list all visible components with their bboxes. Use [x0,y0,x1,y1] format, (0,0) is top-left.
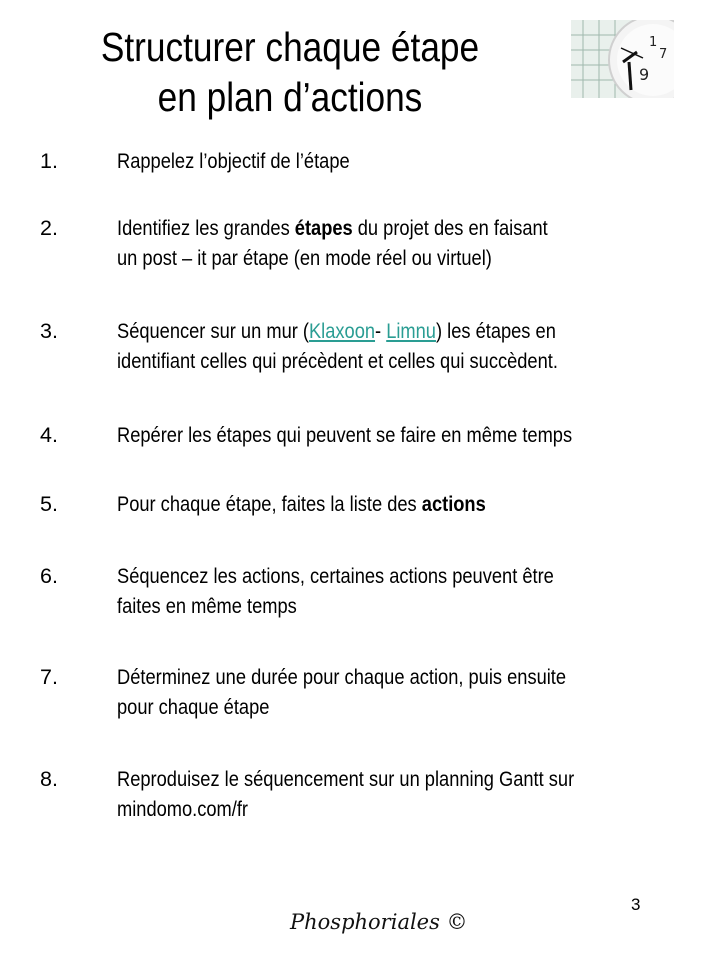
svg-text:1: 1 [649,35,658,50]
page-number: 3 [631,895,641,914]
klaxoon-link[interactable]: Klaxoon [308,319,376,343]
slide-title [75,22,505,122]
clock-calendar-icon [571,20,674,98]
title-line-1: Structurer chaque étape [100,24,480,70]
limnu-link[interactable]: Limnu [386,319,436,343]
title-line-2: en plan d’actions [157,74,423,120]
svg-text:9: 9 [639,65,650,84]
footer-brand: Phosphoriales © [290,910,468,934]
svg-text:7: 7 [659,47,668,62]
